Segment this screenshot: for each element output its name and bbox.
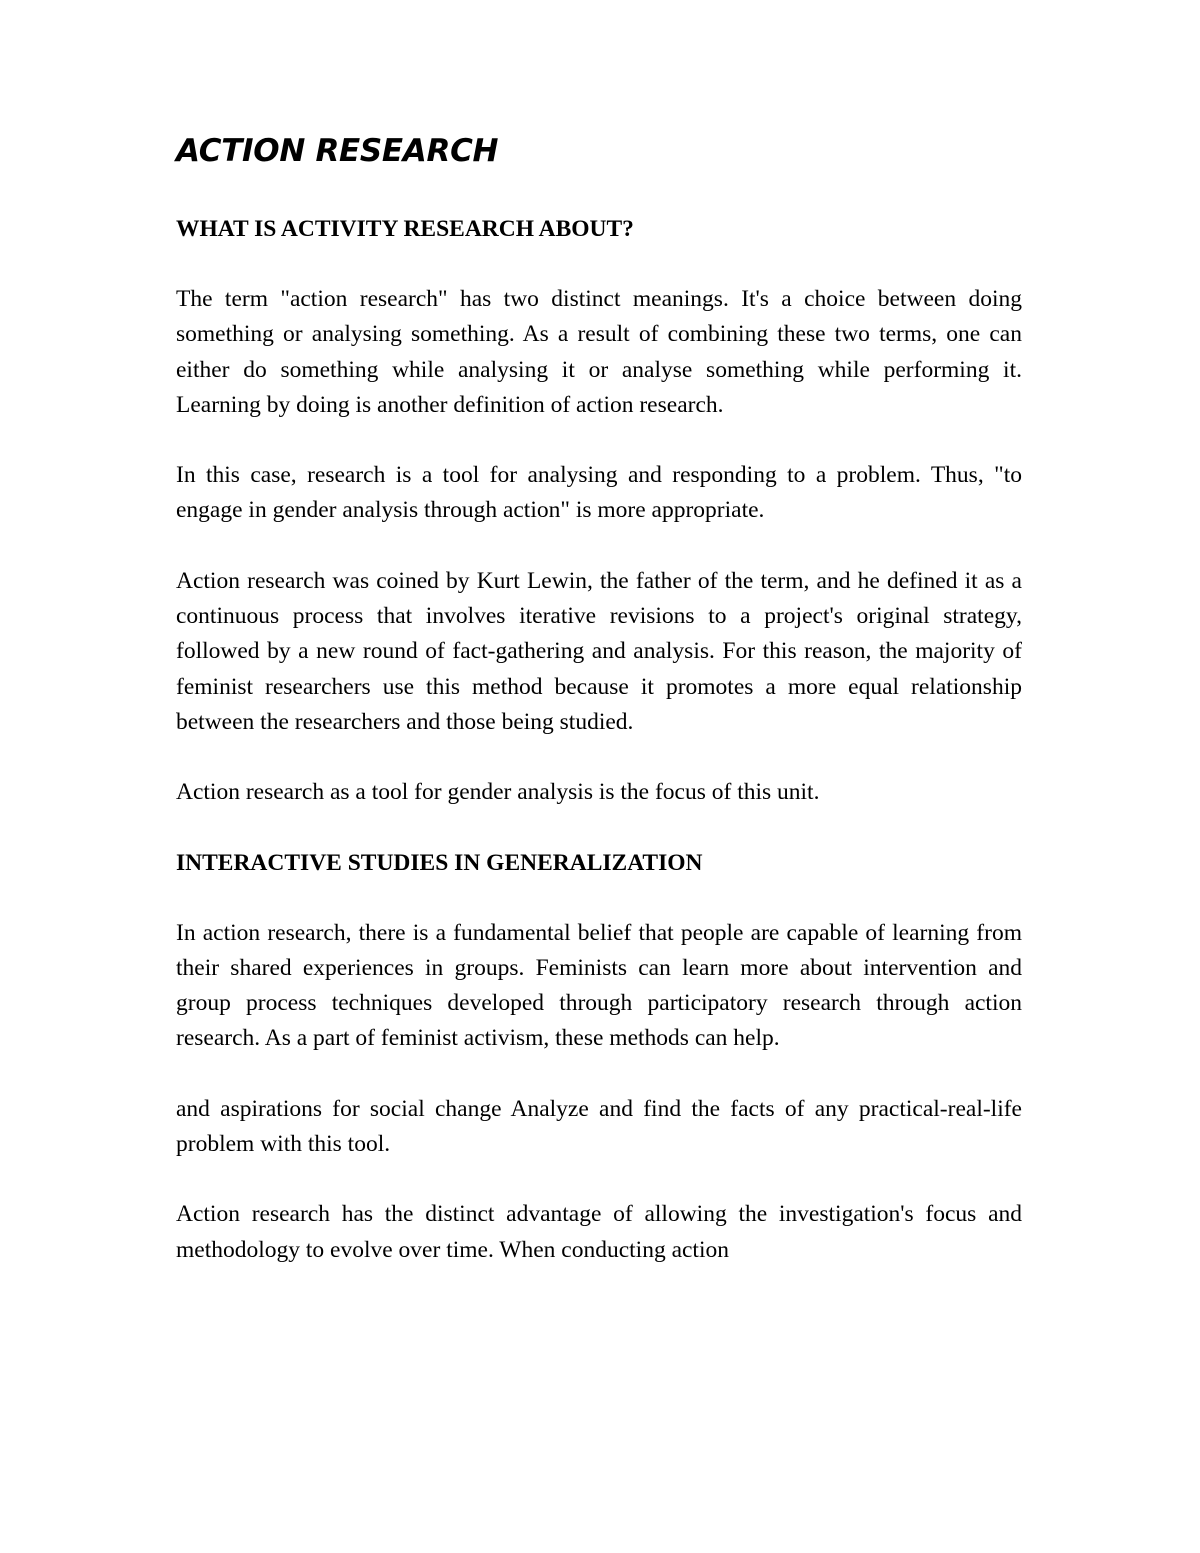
paragraph-unit-focus: Action research as a tool for gender analysis is the focus of this unit. <box>176 779 820 806</box>
paragraph-research-tool: In this case, research is a tool for analysing and responding to a problem. Thus, "to engage in gender analysis through action" is more appropriate. <box>176 462 1022 524</box>
section-heading-interactive-studies: INTERACTIVE STUDIES IN GENERALIZATION <box>176 849 703 876</box>
paragraph-definition: The term "action research" has two distinct meanings. It's a choice between doing something or analysing something. As a result of combining these two terms, one can either do something while analysing it or analyse something while performing it. Learning by doing is another definition of action research. <box>176 286 1022 418</box>
paragraph-shared-experiences: In action research, there is a fundamental belief that people are capable of learning from their shared experiences in groups. Feminists can learn more about intervention and group process techniques developed through participatory research through action research. As a part of feminist activism, these methods can help. <box>176 919 1022 1052</box>
paragraph-distinct-advantage: Action research has the distinct advantage of allowing the investigation's focus and methodology to evolve over time. When conducting action <box>176 1201 1022 1263</box>
document-content <box>176 128 1022 1303</box>
paragraph-social-change: and aspirations for social change Analyze and find the facts of any practical-real-life problem with this tool. <box>176 1095 1022 1158</box>
section-heading-activity-research: WHAT IS ACTIVITY RESEARCH ABOUT? <box>176 216 634 242</box>
paragraph-kurt-lewin: Action research was coined by Kurt Lewin, the father of the term, and he defined it as a continuous process that involves iterative revisions to a project's original strategy, followed by a new round of fact-gathering and analysis. For this reason, the majority of feminist researchers use this method because it promotes a more equal relationship between the researchers and those being studied. <box>176 567 1022 735</box>
document-title: ACTION RESEARCH <box>176 133 499 169</box>
